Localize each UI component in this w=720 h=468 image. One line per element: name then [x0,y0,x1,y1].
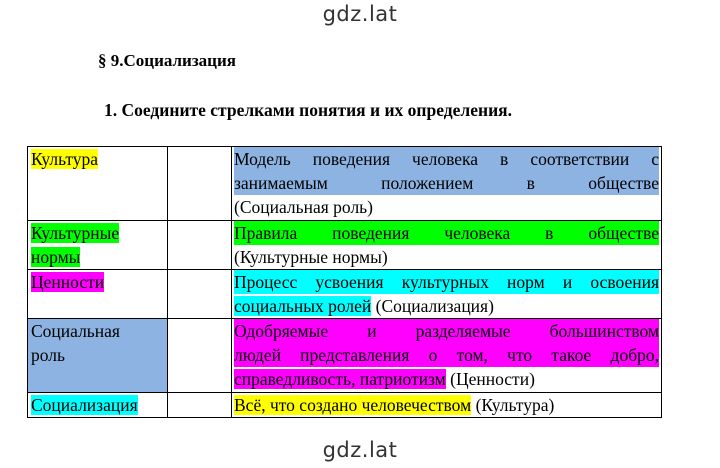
definition-line: Модель поведения человека в соответствии с [234,149,659,169]
arrow-cell [168,270,232,319]
table-row [28,393,662,418]
definition-cell [232,319,662,393]
term-cell [28,319,168,393]
definition-cell [232,393,662,418]
term-text: Социальная [31,321,120,341]
term-cell [28,221,168,270]
definition-line: Правила поведения человека в обществе [234,223,659,243]
arrow-cell [168,393,232,418]
section-title: § 9.Социализация [98,51,236,70]
arrow-cell [168,319,232,393]
task-title: 1. Соедините стрелками понятия и их определения. [104,100,512,120]
table-row [28,147,662,221]
answer-text: (Социализация) [375,296,494,316]
term-text: роль [31,345,65,365]
term-text: нормы [31,247,81,267]
term-cell [28,147,168,221]
definition-cell [232,147,662,221]
definition-line: занимаемым положением в обществе [234,173,659,193]
definition-cell [232,221,662,270]
term-cell [28,393,168,418]
definition-cell [232,270,662,319]
term-text: Социализация [31,395,138,415]
answer-text: (Культура) [475,395,555,415]
watermark-bottom: gdz.lat [322,438,398,462]
term-text: Культурные [31,223,120,243]
answer-text: (Культурные нормы) [234,247,388,267]
answer-text: (Ценности) [450,369,535,389]
matching-table [27,146,662,418]
table-row [28,221,662,270]
term-text: Ценности [31,272,105,292]
definition-line: Процесс усвоения культурных норм и освоения [234,272,659,292]
definition-line: справедливость, патриотизм [234,369,446,389]
definition-line: Всё, что создано человечеством [234,395,472,415]
arrow-cell [168,221,232,270]
table-row [28,270,662,319]
answer-text: (Социальная роль) [234,197,373,217]
definition-line: людей представления о том, что такое добро, [234,345,659,365]
definition-line: Одобряемые и разделяемые большинством [234,321,659,341]
term-text: Культура [31,149,99,169]
table-row [28,319,662,393]
arrow-cell [168,147,232,221]
term-cell [28,270,168,319]
watermark-top: gdz.lat [322,2,398,26]
definition-line: социальных ролей [234,296,372,316]
